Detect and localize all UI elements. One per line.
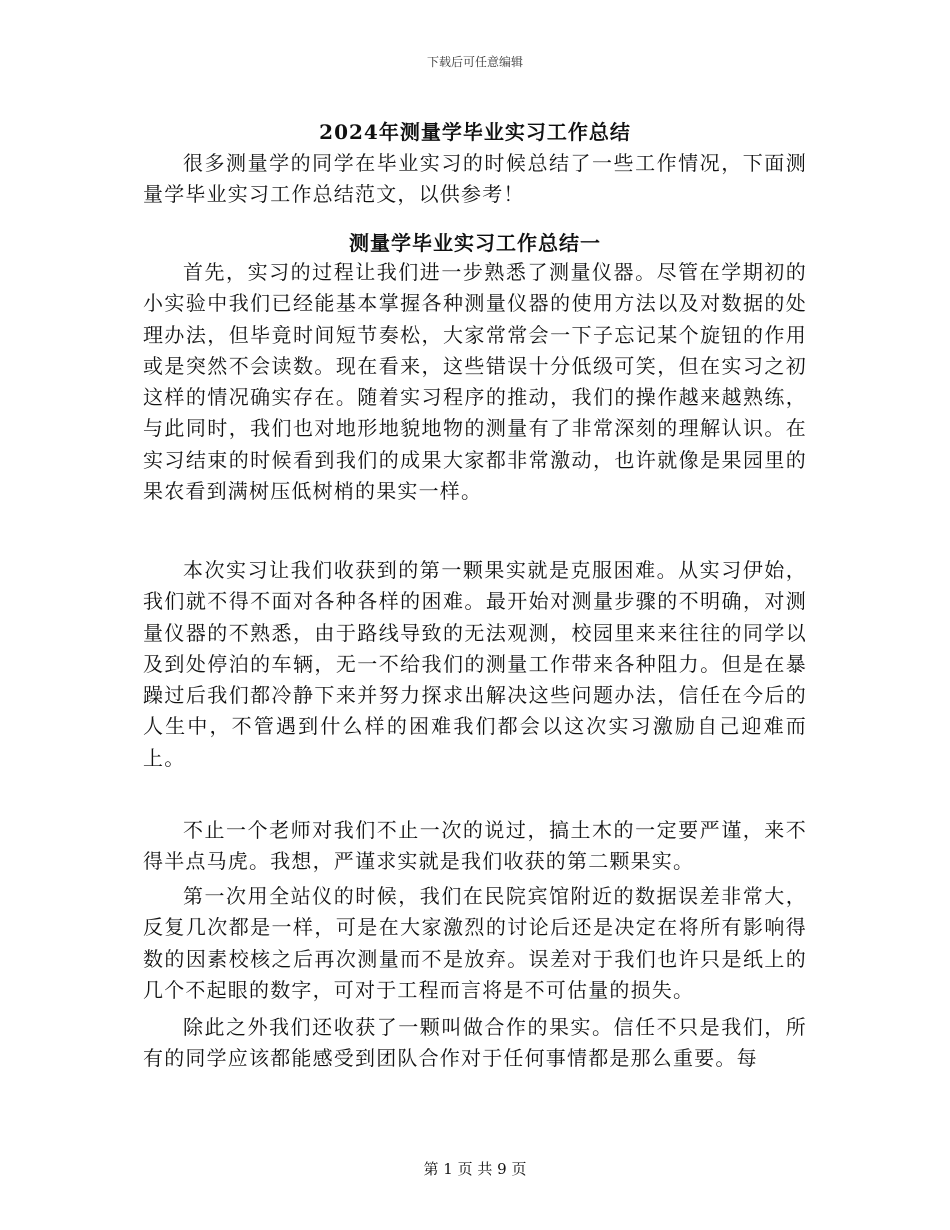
- intro-paragraph: 很多测量学的同学在毕业实习的时候总结了一些工作情况，下面测量学毕业实习工作总结范文，以供参考！: [143, 151, 807, 207]
- paragraph-2: 本次实习让我们收获到的第一颗果实就是克服困难。从实习伊始，我们就不得不面对各种各样的困难。最开始对测量步骤的不明确，对测量仪器的不熟悉，由于路线导致的无法观测，校园里来来往往的同学以及到处停泊的车辆，无一不给我们的测量工作带来各种阻力。但是在暴躁过后我们都冷静下来并努力探求出解决这些问题办法，信任在今后的人生中，不管遇到什么样的困难我们都会以这次实习激励自己迎难而上。: [143, 558, 807, 770]
- header-note: 下载后可任意编辑: [426, 55, 523, 69]
- paragraph-3: 不止一个老师对我们不止一次的说过，搞土木的一定要严谨，来不得半点马虎。我想，严谨求实就是我们收获的第二颗果实。: [143, 818, 807, 874]
- paragraph-5: 除此之外我们还收获了一颗叫做合作的果实。信任不只是我们，所有的同学应该都能感受到团队合作对于任何事情都是那么重要。每: [143, 1015, 807, 1071]
- paragraph-4: 第一次用全站仪的时候，我们在民院宾馆附近的数据误差非常大，反复几次都是一样，可是在大家激烈的讨论后还是决定在将所有影响得数的因素校核之后再次测量而不是放弃。误差对于我们也许只是纸上的几个不起眼的数字，可对于工程而言将是不可估量的损失。: [143, 884, 807, 1002]
- paragraph-1: 首先，实习的过程让我们进一步熟悉了测量仪器。尽管在学期初的小实验中我们已经能基本掌握各种测量仪器的使用方法以及对数据的处理办法，但毕竟时间短节奏松，大家常常会一下子忘记某个旋钮的作用或是突然不会读数。现在看来，这些错误十分低级可笑，但在实习之初这样的情况确实存在。随着实习程序的推动，我们的操作越来越熟练，与此同时，我们也对地形地貌地物的测量有了非常深刻的理解认识。在实习结束的时候看到我们的成果大家都非常激动，也许就像是果园里的果农看到满树压低树梢的果实一样。: [143, 260, 807, 504]
- section-title: 测量学毕业实习工作总结一: [349, 231, 601, 255]
- page-footer: 第 1 页 共 9 页: [423, 1160, 527, 1178]
- document-title: 2024年测量学毕业实习工作总结: [319, 120, 631, 144]
